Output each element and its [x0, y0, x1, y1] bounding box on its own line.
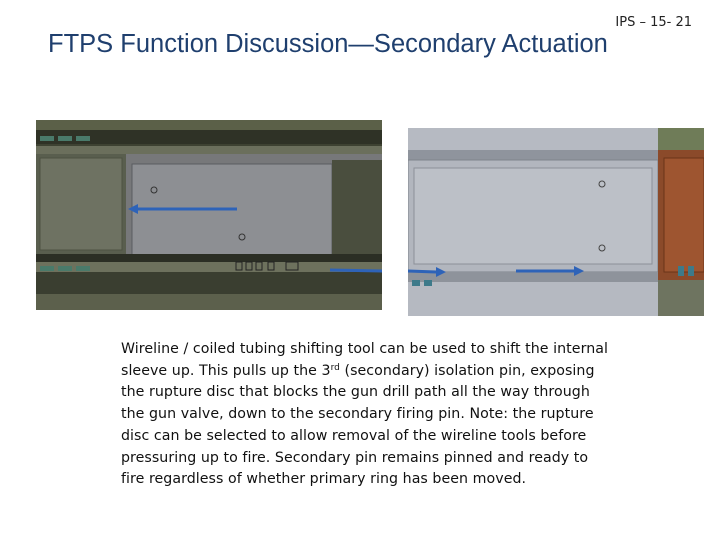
- body-text-part1: Wireline / coiled tubing shifting tool can be used to shift the internal sleeve up. This pulls up the 3: [121, 341, 608, 379]
- body-paragraph: [121, 339, 616, 491]
- body-text-part2: (secondary) isolation pin, exposing the rupture disc that blocks the gun drill path all the way through the gun valve, down to the secondary firing pin. Note: the rupture disc can be selected to allow removal of the wireline tools before pressuring up to fire. Secondary pin remains pinned and ready to fire regardless of whether primary ring has been moved.: [121, 362, 595, 488]
- right-cross-section-image: [408, 128, 704, 316]
- left-arrow-lower: [330, 270, 382, 271]
- slide-number: IPS – 15- 21: [615, 15, 692, 30]
- right-arrow-lower-a: [408, 271, 436, 272]
- body-text-superscript: rd: [330, 362, 340, 373]
- left-cross-section-image: [36, 120, 382, 310]
- slide-title: FTPS Function Discussion—Secondary Actuation: [48, 30, 608, 58]
